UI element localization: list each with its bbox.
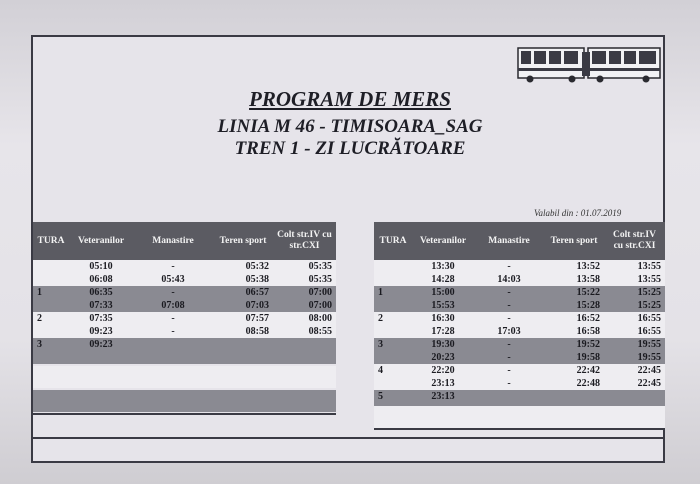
table-row — [33, 286, 336, 299]
tura-cell — [33, 351, 69, 364]
teren-cell — [213, 351, 273, 364]
table-row — [33, 325, 336, 338]
manastire-cell: - — [474, 377, 544, 390]
tura-cell: 2 — [33, 312, 69, 325]
colt-cell: 05:35 — [273, 273, 336, 286]
teren-cell: 05:38 — [213, 273, 273, 286]
tura-cell — [374, 260, 412, 273]
line-name: LINIA M 46 - TIMISOARA_SAG — [217, 116, 483, 137]
table-row — [33, 351, 336, 364]
table-row — [374, 273, 665, 286]
teren-cell: 22:42 — [544, 364, 604, 377]
veteranilor-cell — [69, 351, 133, 364]
manastire-cell — [133, 351, 213, 364]
tura-cell — [374, 325, 412, 338]
tura-cell — [33, 299, 69, 312]
veteranilor-cell: 23:13 — [412, 390, 474, 403]
teren-cell: 08:58 — [213, 325, 273, 338]
bottom-rule — [33, 437, 665, 439]
manastire-cell: - — [474, 260, 544, 273]
veteranilor-cell: 15:53 — [412, 299, 474, 312]
veteranilor-cell: 23:13 — [412, 377, 474, 390]
tura-cell — [374, 273, 412, 286]
document-title: PROGRAM DE MERS — [249, 87, 451, 111]
col-manastire: Manastire — [133, 222, 213, 260]
table-row — [374, 377, 665, 390]
col-tura: TURA — [374, 222, 412, 260]
manastire-cell: - — [474, 351, 544, 364]
teren-cell: 15:28 — [544, 299, 604, 312]
colt-cell: 22:45 — [604, 377, 665, 390]
table-row — [33, 299, 336, 312]
manastire-cell: 14:03 — [474, 273, 544, 286]
tura-cell: 2 — [374, 312, 412, 325]
table-row — [374, 286, 665, 299]
empty-row — [33, 366, 336, 388]
colt-cell: 22:45 — [604, 364, 665, 377]
table-divider — [374, 428, 665, 430]
teren-cell: 07:03 — [213, 299, 273, 312]
veteranilor-cell: 22:20 — [412, 364, 474, 377]
manastire-cell: - — [474, 364, 544, 377]
tura-cell — [374, 377, 412, 390]
teren-cell: 15:22 — [544, 286, 604, 299]
colt-cell: 13:55 — [604, 273, 665, 286]
col-colt: Colt str.IV cu str.CXI — [273, 222, 336, 260]
manastire-cell: - — [133, 325, 213, 338]
veteranilor-cell: 09:23 — [69, 338, 133, 351]
veteranilor-cell: 13:30 — [412, 260, 474, 273]
teren-cell: 07:57 — [213, 312, 273, 325]
teren-cell: 06:57 — [213, 286, 273, 299]
teren-cell — [544, 390, 604, 403]
veteranilor-cell: 14:28 — [412, 273, 474, 286]
manastire-cell: - — [133, 312, 213, 325]
train-name: TREN 1 - ZI LUCRĂTOARE — [234, 138, 466, 159]
colt-cell: 05:35 — [273, 260, 336, 273]
manastire-cell: 07:08 — [133, 299, 213, 312]
articulated-bus-icon — [516, 44, 662, 84]
veteranilor-cell: 16:30 — [412, 312, 474, 325]
teren-cell: 19:58 — [544, 351, 604, 364]
col-colt: Colt str.IV cu str.CXI — [604, 222, 665, 260]
colt-cell: 19:55 — [604, 351, 665, 364]
tura-cell — [33, 273, 69, 286]
col-veteranilor: Veteranilor — [412, 222, 474, 260]
teren-cell: 05:32 — [213, 260, 273, 273]
manastire-cell: - — [474, 299, 544, 312]
tura-cell: 4 — [374, 364, 412, 377]
tura-cell — [374, 299, 412, 312]
manastire-cell: - — [474, 312, 544, 325]
veteranilor-cell: 07:35 — [69, 312, 133, 325]
teren-cell: 22:48 — [544, 377, 604, 390]
table-header-row — [33, 222, 336, 260]
empty-row — [33, 390, 336, 412]
table-row — [33, 312, 336, 325]
manastire-cell: 05:43 — [133, 273, 213, 286]
colt-cell: 08:55 — [273, 325, 336, 338]
valid-from: Valabil din : 01.07.2019 — [534, 208, 622, 218]
colt-cell — [604, 390, 665, 403]
colt-cell: 16:55 — [604, 312, 665, 325]
teren-cell — [213, 338, 273, 351]
tura-cell — [374, 351, 412, 364]
tura-cell — [33, 260, 69, 273]
tura-cell: 3 — [33, 338, 69, 351]
table-row — [374, 390, 665, 403]
teren-cell: 13:52 — [544, 260, 604, 273]
col-teren: Teren sport — [544, 222, 604, 260]
veteranilor-cell: 17:28 — [412, 325, 474, 338]
teren-cell: 16:58 — [544, 325, 604, 338]
veteranilor-cell: 15:00 — [412, 286, 474, 299]
table-row — [33, 338, 336, 351]
manastire-cell — [474, 390, 544, 403]
colt-cell: 07:00 — [273, 286, 336, 299]
table-row — [374, 364, 665, 377]
colt-cell — [273, 351, 336, 364]
table-row — [374, 312, 665, 325]
col-teren: Teren sport — [213, 222, 273, 260]
col-manastire: Manastire — [474, 222, 544, 260]
manastire-cell — [133, 338, 213, 351]
veteranilor-cell: 06:08 — [69, 273, 133, 286]
teren-cell: 13:58 — [544, 273, 604, 286]
manastire-cell: - — [133, 286, 213, 299]
col-tura: TURA — [33, 222, 69, 260]
manastire-cell: 17:03 — [474, 325, 544, 338]
table-row — [374, 299, 665, 312]
manastire-cell: - — [474, 286, 544, 299]
manastire-cell: - — [474, 338, 544, 351]
empty-row — [374, 406, 665, 428]
colt-cell: 13:55 — [604, 260, 665, 273]
colt-cell: 08:00 — [273, 312, 336, 325]
table-divider — [33, 413, 336, 415]
veteranilor-cell: 20:23 — [412, 351, 474, 364]
veteranilor-cell: 19:30 — [412, 338, 474, 351]
colt-cell: 15:25 — [604, 286, 665, 299]
table-row — [374, 325, 665, 338]
tura-cell: 1 — [374, 286, 412, 299]
veteranilor-cell: 09:23 — [69, 325, 133, 338]
schedule-table-morning — [33, 222, 336, 364]
veteranilor-cell: 07:33 — [69, 299, 133, 312]
tura-cell: 1 — [33, 286, 69, 299]
teren-cell: 19:52 — [544, 338, 604, 351]
colt-cell: 16:55 — [604, 325, 665, 338]
table-row — [33, 273, 336, 286]
table-row — [374, 351, 665, 364]
colt-cell: 15:25 — [604, 299, 665, 312]
table-header-row — [374, 222, 665, 260]
manastire-cell: - — [133, 260, 213, 273]
table-row — [33, 260, 336, 273]
tura-cell — [33, 325, 69, 338]
schedule-table-afternoon — [374, 222, 665, 416]
colt-cell: 07:00 — [273, 299, 336, 312]
veteranilor-cell: 05:10 — [69, 260, 133, 273]
colt-cell: 19:55 — [604, 338, 665, 351]
tura-cell: 5 — [374, 390, 412, 403]
colt-cell — [273, 338, 336, 351]
tura-cell: 3 — [374, 338, 412, 351]
teren-cell: 16:52 — [544, 312, 604, 325]
table-row — [374, 260, 665, 273]
col-veteranilor: Veteranilor — [69, 222, 133, 260]
veteranilor-cell: 06:35 — [69, 286, 133, 299]
table-row — [374, 338, 665, 351]
